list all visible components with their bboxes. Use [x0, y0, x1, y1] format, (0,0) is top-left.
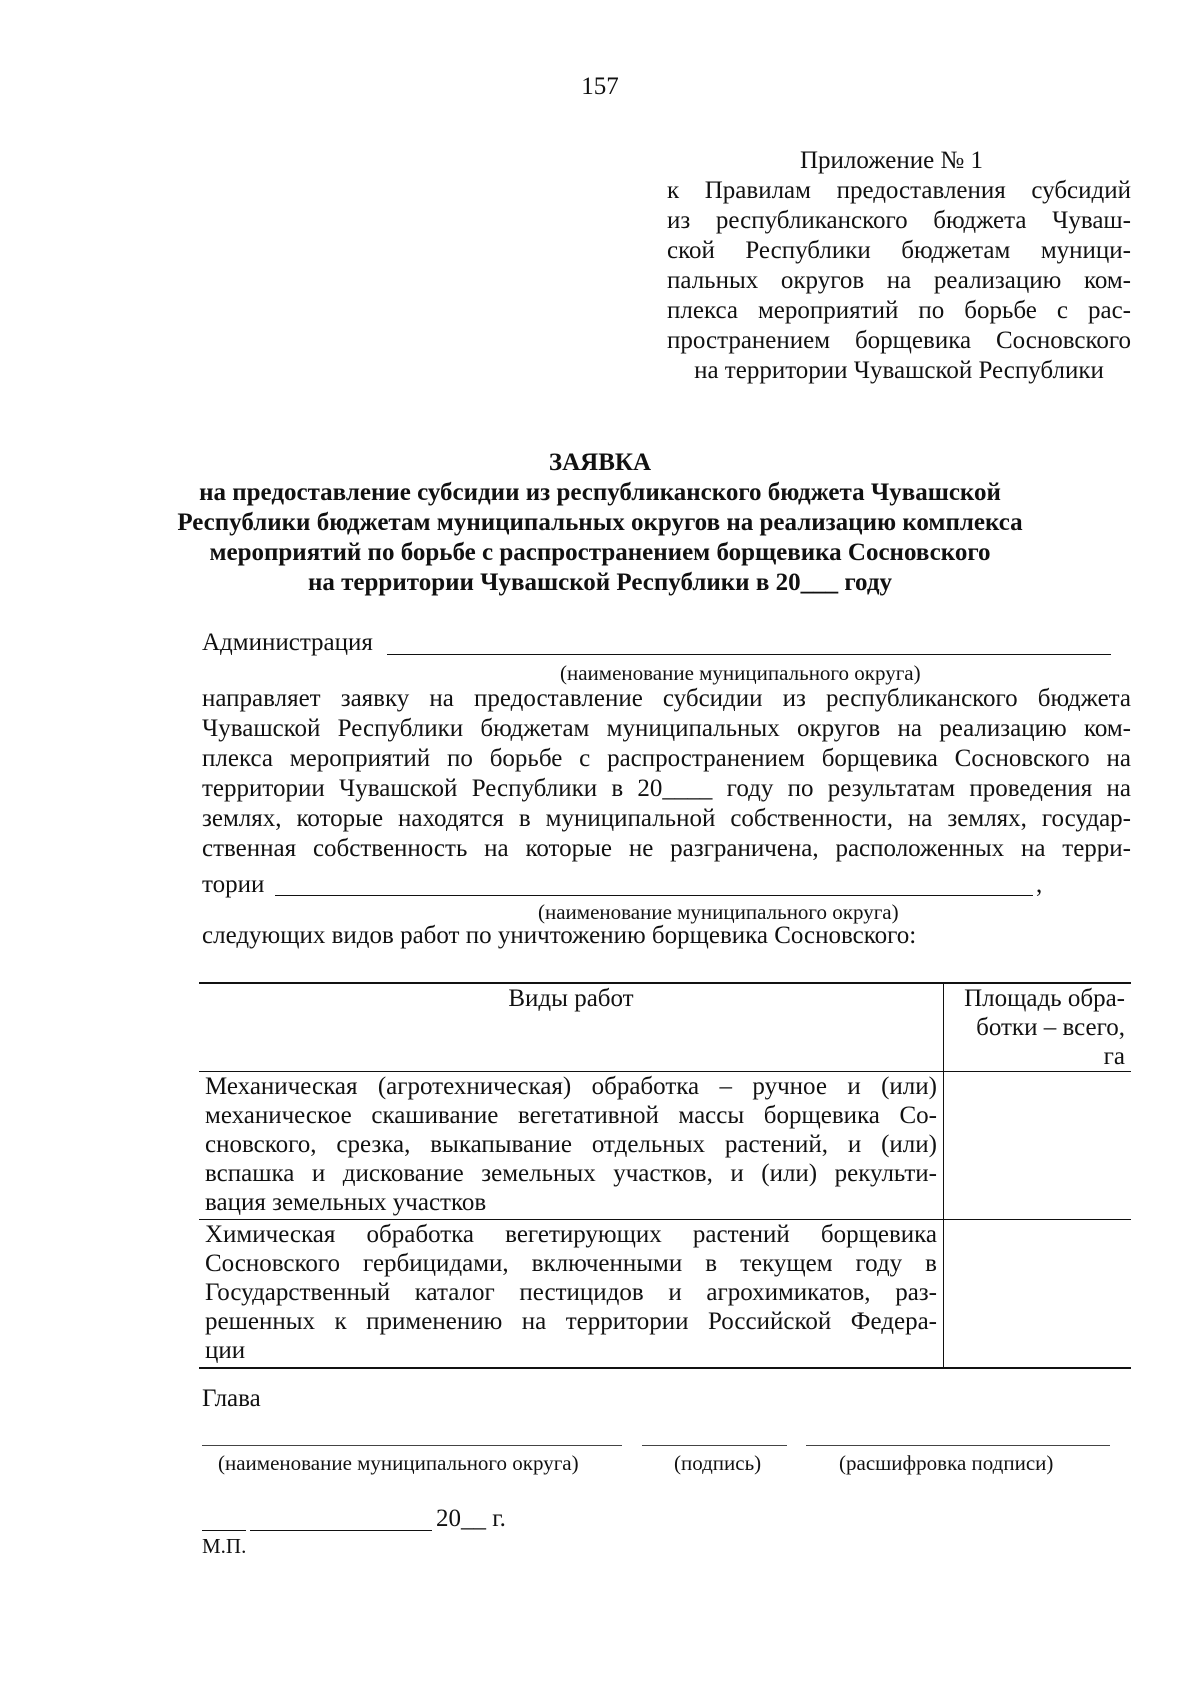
work-line: Химическая обработка вегетирующих растений борщевика: [205, 1221, 937, 1248]
body-line: территории Чувашской Республики в 20____ году по результатам проведения на: [202, 775, 1131, 802]
body-line: Чувашской Республики бюджетам муниципальных округов на реализацию ком-: [202, 715, 1131, 742]
area-cell[interactable]: [944, 1072, 1132, 1220]
application-subtitle-line: на предоставление субсидии из республиканского бюджета Чувашской: [199, 479, 1001, 506]
work-line: вация земельных участков: [205, 1189, 487, 1216]
signature-decoding-caption: (расшифровка подписи): [839, 1451, 1054, 1475]
appendix-line: к Правилам предоставления субсидий: [667, 177, 1131, 204]
header-area-line: ботки – всего, га: [976, 1014, 1125, 1070]
date-year-text: 20__ г.: [436, 1505, 506, 1532]
table-row: [199, 1072, 1131, 1220]
work-type-cell: [199, 1072, 944, 1220]
body-line: плекса мероприятий по борьбе с распространением борщевика Сосновского на: [202, 745, 1131, 772]
body-line: направляет заявку на предоставление субсидии из республиканского бюджета: [202, 685, 1131, 712]
body-line: ственная собственность на которые не разграничена, расположенных на терри-: [202, 835, 1131, 862]
work-line: сновского, срезка, выкапывание отдельных растений, и (или): [205, 1131, 937, 1158]
appendix-line: на территории Чувашской Республики: [694, 357, 1104, 384]
application-subtitle-line: на территории Чувашской Республики в 20___ году: [308, 569, 892, 596]
application-heading: ЗАЯВКА: [548, 449, 652, 476]
table-row: [199, 1220, 1131, 1369]
application-title-block: [0, 448, 1200, 598]
appendix-line: из республиканского бюджета Чуваш-: [667, 207, 1131, 234]
date-day-field[interactable]: [202, 1530, 246, 1531]
work-line: ции: [205, 1337, 246, 1364]
body-line: землях, которые находятся в муниципальной собственности, на землях, государ-: [202, 805, 1131, 832]
work-line: Сосновского гербицидами, включенными в текущем году в: [205, 1250, 937, 1277]
appendix-line: плекса мероприятий по борьбе с рас-: [667, 297, 1131, 324]
work-line: Государственный каталог пестицидов и агрохимикатов, раз-: [205, 1279, 937, 1306]
administration-label: Администрация: [202, 629, 373, 656]
signature-field[interactable]: [642, 1445, 787, 1446]
table-header-row: [199, 983, 1131, 1072]
works-intro-line: следующих видов работ по уничтожению борщевика Сосновского:: [202, 922, 917, 949]
work-line: Механическая (агротехническая) обработка – ручное и (или): [205, 1073, 937, 1100]
territory-caption: (наименование муниципального округа): [538, 900, 899, 924]
header-work-types: Виды работ: [199, 983, 944, 1072]
head-municipality-caption: (наименование муниципального округа): [218, 1451, 579, 1475]
application-subtitle-line: мероприятий по борьбе с распространением борщевика Сосновского: [209, 539, 991, 566]
municipality-caption: (наименование муниципального округа): [560, 661, 921, 685]
header-area: [944, 983, 1132, 1072]
appendix-line: ской Республики бюджетам муници-: [667, 237, 1131, 264]
head-label: Глава: [202, 1385, 261, 1412]
application-subtitle-line: Республики бюджетам муниципальных округов на реализацию комплекса: [177, 509, 1023, 536]
administration-name-field[interactable]: [387, 654, 1111, 655]
header-area-line: Площадь обра-: [964, 985, 1125, 1012]
territory-name-field[interactable]: [275, 895, 1033, 896]
date-month-field[interactable]: [250, 1530, 432, 1531]
form-body: [202, 684, 1131, 864]
appendix-block: [667, 146, 1131, 386]
appendix-line: пространением борщевика Сосновского: [667, 327, 1131, 354]
appendix-title: Приложение № 1: [800, 147, 984, 174]
area-cell[interactable]: [944, 1220, 1132, 1369]
page-number: 157: [581, 73, 619, 100]
appendix-line: пальных округов на реализацию ком-: [667, 267, 1131, 294]
work-type-cell: [199, 1220, 944, 1369]
signature-decoding-field[interactable]: [806, 1445, 1110, 1446]
signature-caption: (подпись): [674, 1451, 762, 1475]
work-line: вспашка и дискование земельных участков, и (или) рекульти-: [205, 1160, 937, 1187]
work-line: механическое скашивание вегетативной массы борщевика Со-: [205, 1102, 937, 1129]
head-municipality-field[interactable]: [202, 1445, 622, 1446]
territory-comma: ,: [1036, 871, 1043, 898]
seal-label: М.П.: [202, 1534, 247, 1558]
work-line: решенных к применению на территории Российской Федера-: [205, 1308, 937, 1335]
territory-label: тории: [202, 871, 265, 898]
works-table: [199, 982, 1131, 1369]
